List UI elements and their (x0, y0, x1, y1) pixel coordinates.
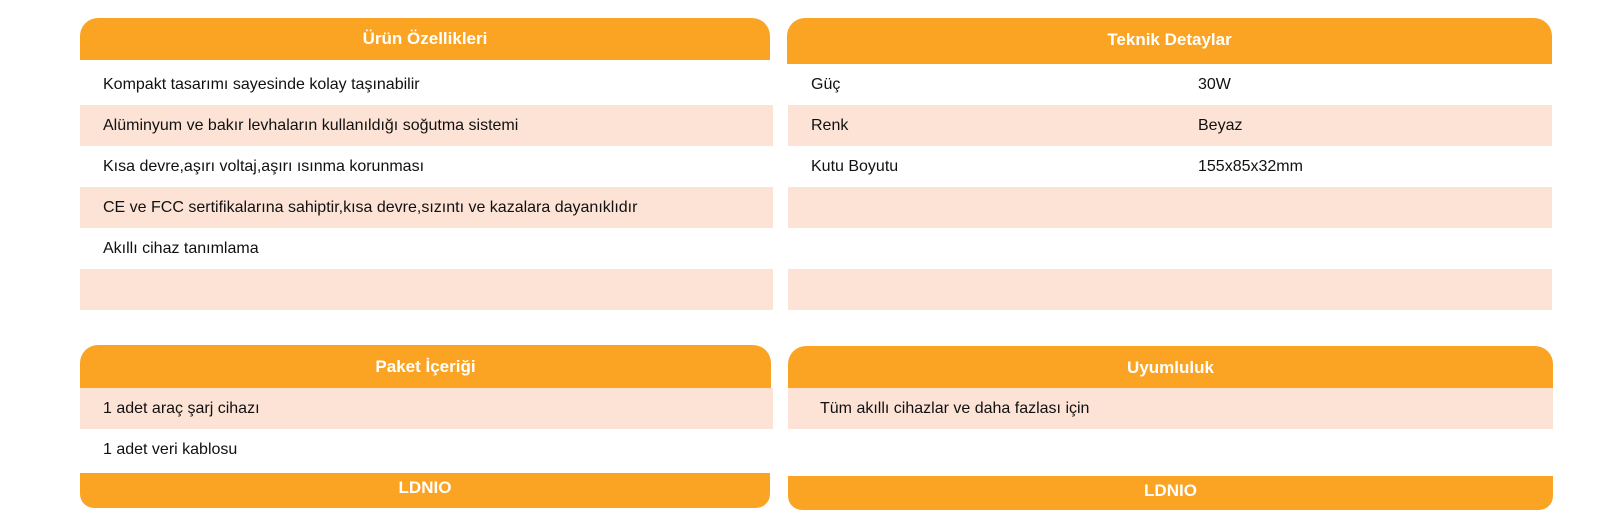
spec-row (788, 269, 1552, 310)
feature-text: Alüminyum ve bakır levhaların kullanıldığı soğutma sistemi (103, 117, 519, 134)
spec-row (788, 228, 1552, 269)
paket-icerigi-panel (80, 345, 773, 508)
feature-text: CE ve FCC sertifikalarına sahiptir,kısa devre,sızıntı ve kazalara dayanıklıdır (103, 199, 638, 216)
feature-row (80, 64, 773, 105)
spec-row (788, 64, 1552, 105)
feature-row (80, 105, 773, 146)
compat-row (788, 388, 1553, 429)
paket-icerigi-title: Paket İçeriği (375, 357, 476, 376)
feature-text: Akıllı cihaz tanımlama (103, 240, 259, 257)
feature-text: Kompakt tasarımı sayesinde kolay taşınabilir (103, 76, 420, 93)
teknik-detaylar-panel (788, 18, 1552, 310)
spec-row (788, 105, 1552, 146)
feature-row (80, 228, 773, 269)
package-row (80, 388, 773, 429)
spec-row (788, 146, 1552, 187)
urun-ozellikleri-header (80, 18, 770, 60)
urun-ozellikleri-panel (80, 18, 773, 310)
feature-row (80, 146, 773, 187)
feature-row (80, 187, 773, 228)
compat-row (788, 429, 1553, 470)
feature-row (80, 269, 773, 310)
brand-label: LDNIO (1144, 481, 1197, 500)
urun-ozellikleri-title: Ürün Özellikleri (362, 29, 488, 48)
package-item: 1 adet veri kablosu (103, 441, 238, 458)
package-row (80, 429, 773, 470)
uyumluluk-panel (788, 346, 1553, 510)
teknik-detaylar-header (787, 18, 1552, 64)
feature-text: Kısa devre,aşırı voltaj,aşırı ısınma korunması (103, 158, 425, 175)
brand-footer (788, 476, 1553, 510)
spec-label: Güç (811, 76, 841, 93)
teknik-detaylar-title: Teknik Detaylar (1107, 30, 1232, 49)
spec-label: Kutu Boyutu (811, 158, 899, 175)
uyumluluk-title: Uyumluluk (1127, 358, 1214, 377)
spec-label: Renk (811, 117, 849, 134)
package-item: 1 adet araç şarj cihazı (103, 400, 260, 417)
compat-text: Tüm akıllı cihazlar ve daha fazlası için (820, 400, 1090, 417)
spec-row (788, 187, 1552, 228)
brand-footer (80, 473, 770, 508)
uyumluluk-header (788, 346, 1553, 388)
spec-value: Beyaz (1198, 117, 1243, 134)
paket-icerigi-header (80, 345, 771, 388)
brand-label: LDNIO (398, 478, 452, 497)
spec-value: 30W (1198, 76, 1231, 93)
spec-value: 155x85x32mm (1198, 158, 1303, 175)
